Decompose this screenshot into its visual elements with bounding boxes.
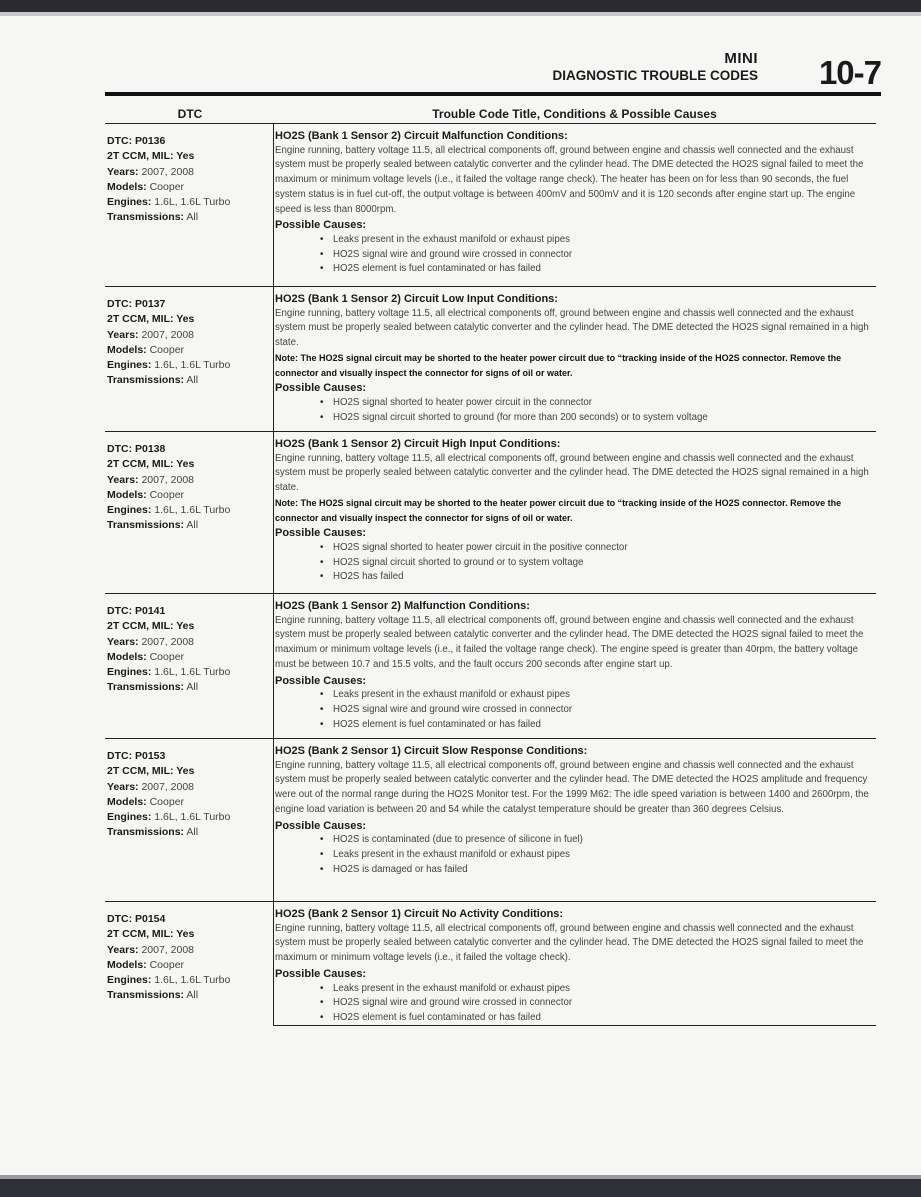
cause-item: • HO2S is contaminated (due to presence of silicone in fuel) — [333, 833, 879, 848]
table-row — [105, 124, 876, 287]
engines-label: Engines: — [107, 359, 152, 372]
transmissions-label: Transmissions: — [107, 989, 185, 1002]
column-header-dtc: DTC — [177, 107, 203, 121]
causes-list — [275, 833, 879, 877]
dtc-code: DTC: P0141 — [107, 605, 166, 617]
dtc-table — [105, 124, 876, 1026]
cause-item: • Leaks present in the exhaust manifold or exhaust pipes — [333, 233, 879, 248]
years-value: 2007, 2008 — [141, 165, 195, 178]
engines-label: Engines: — [107, 196, 152, 209]
engines-value: 1.6L, 1.6L Turbo — [154, 196, 231, 209]
years-label: Years: — [107, 473, 139, 486]
causes-list — [275, 688, 879, 732]
conditions-text: Engine running, battery voltage 11.5, all electrical components off, ground between engine and chassis well connected and the exhaust system must be properly sealed between catalytic converter and the cylinder head. The DME detected the HO2S amplitude and frequency were out of the normal range during the HO2S Monitor test. For the 1999 M62: The idle speed variation is between 1400 and 2600rpm, the engine load variation is between 20 and 54 while the catalyst temperature should be greater than 360 degrees Celsius. — [275, 759, 869, 815]
models-value: Cooper — [149, 180, 185, 193]
code-title: HO2S (Bank 1 Sensor 2) Circuit High Input Conditions: — [275, 438, 561, 450]
transmissions-label: Transmissions: — [107, 211, 185, 224]
code-title: HO2S (Bank 1 Sensor 2) Circuit Malfunction Conditions: — [275, 130, 568, 142]
dtc-description — [275, 744, 879, 877]
column-header-title: Trouble Code Title, Conditions & Possible Causes — [432, 107, 717, 121]
code-title: HO2S (Bank 1 Sensor 2) Malfunction Conditions: — [275, 600, 530, 612]
table-row — [105, 287, 876, 432]
engines-value: 1.6L, 1.6L Turbo — [154, 666, 231, 679]
dtc-info — [107, 297, 270, 389]
models-value: Cooper — [149, 343, 185, 356]
cause-item: • HO2S element is fuel contaminated or has failed — [333, 718, 879, 733]
causes-list — [275, 982, 879, 1026]
dtc-ccm: 2T CCM, MIL: Yes — [107, 313, 195, 326]
years-label: Years: — [107, 328, 139, 341]
transmissions-value: All — [186, 826, 199, 839]
years-value: 2007, 2008 — [141, 473, 195, 486]
page-header — [481, 50, 881, 90]
cause-item: • Leaks present in the exhaust manifold or exhaust pipes — [333, 848, 879, 863]
models-label: Models: — [107, 180, 147, 193]
causes-heading: Possible Causes: — [275, 967, 367, 980]
cause-item: • HO2S signal circuit shorted to ground (for more than 200 seconds) or to system voltage — [333, 411, 879, 426]
dtc-info — [107, 442, 270, 534]
causes-heading: Possible Causes: — [275, 819, 367, 832]
models-label: Models: — [107, 650, 147, 663]
page-number: 10-7 — [818, 54, 881, 91]
years-value: 2007, 2008 — [141, 328, 195, 341]
dtc-ccm: 2T CCM, MIL: Yes — [107, 928, 195, 941]
models-value: Cooper — [149, 958, 185, 971]
engines-label: Engines: — [107, 666, 152, 679]
cause-item: • Leaks present in the exhaust manifold or exhaust pipes — [333, 982, 879, 997]
dtc-info — [107, 134, 270, 226]
cause-item: • HO2S signal wire and ground wire crossed in connector — [333, 996, 879, 1011]
code-title: HO2S (Bank 1 Sensor 2) Circuit Low Input Conditions: — [275, 293, 558, 305]
dtc-description — [275, 907, 879, 1026]
causes-heading: Possible Causes: — [275, 674, 367, 687]
cause-item: • HO2S element is fuel contaminated or has failed — [333, 262, 879, 277]
top-scan-edge — [0, 12, 921, 16]
cause-item: • HO2S is damaged or has failed — [333, 863, 879, 878]
dtc-info — [107, 749, 270, 841]
dtc-info — [107, 604, 270, 696]
dtc-code: DTC: P0154 — [107, 913, 166, 925]
conditions-text: Engine running, battery voltage 11.5, all electrical components off, ground between engine and chassis well connected and the exhaust system must be properly sealed between catalytic converter and the cylinder head. The DME detected the HO2S signal remained in a high state. — [275, 307, 869, 349]
cause-item: • Leaks present in the exhaust manifold or exhaust pipes — [333, 688, 879, 703]
models-value: Cooper — [149, 795, 185, 808]
dtc-code: DTC: P0137 — [107, 298, 166, 310]
dtc-ccm: 2T CCM, MIL: Yes — [107, 150, 195, 163]
causes-heading: Possible Causes: — [275, 219, 367, 232]
dtc-description — [275, 129, 879, 277]
cause-item: • HO2S has failed — [333, 570, 879, 585]
cause-item: • HO2S signal shorted to heater power circuit in the connector — [333, 396, 879, 411]
transmissions-value: All — [186, 374, 199, 387]
dtc-ccm: 2T CCM, MIL: Yes — [107, 620, 195, 633]
years-label: Years: — [107, 943, 139, 956]
conditions-text: Engine running, battery voltage 11.5, all electrical components off, ground between engine and chassis well connected and the exhaust system must be properly sealed between catalytic converter and the cylinder head. The DME detected the HO2S signal failed to meet the maximum or minimum voltage levels (i.e., it failed the voltage range check). The engine speed is greater than 40rpm, the battery voltage must be between 10.7 and 15.5 volts, and the fault occurs 200 seconds after engine start up. — [275, 614, 864, 670]
cause-item: • HO2S element is fuel contaminated or has failed — [333, 1011, 879, 1026]
transmissions-label: Transmissions: — [107, 519, 185, 532]
engines-label: Engines: — [107, 504, 152, 517]
models-label: Models: — [107, 343, 147, 356]
years-label: Years: — [107, 165, 139, 178]
causes-heading: Possible Causes: — [275, 527, 367, 540]
transmissions-label: Transmissions: — [107, 374, 185, 387]
transmissions-value: All — [186, 681, 199, 694]
engines-value: 1.6L, 1.6L Turbo — [154, 359, 231, 372]
dtc-description — [275, 292, 879, 425]
transmissions-label: Transmissions: — [107, 826, 185, 839]
table-row — [105, 739, 876, 902]
cause-item: • HO2S signal wire and ground wire crossed in connector — [333, 703, 879, 718]
transmissions-label: Transmissions: — [107, 681, 185, 694]
header-rule — [105, 92, 881, 96]
dtc-code: DTC: P0136 — [107, 135, 166, 147]
dtc-info — [107, 912, 270, 1004]
years-value: 2007, 2008 — [141, 780, 195, 793]
code-title: HO2S (Bank 2 Sensor 1) Circuit No Activity Conditions: — [275, 908, 564, 920]
years-label: Years: — [107, 780, 139, 793]
table-header — [105, 104, 876, 124]
causes-heading: Possible Causes: — [275, 382, 367, 395]
models-label: Models: — [107, 488, 147, 501]
conditions-text: Engine running, battery voltage 11.5, all electrical components off, ground between engine and chassis well connected and the exhaust system must be properly sealed between catalytic converter and the cylinder head. The DME detected the HO2S signal remained in a high state. — [275, 452, 869, 494]
code-title: HO2S (Bank 2 Sensor 1) Circuit Slow Response Conditions: — [275, 745, 588, 757]
section-title: DIAGNOSTIC TROUBLE CODES — [552, 68, 758, 83]
engines-label: Engines: — [107, 974, 152, 987]
dtc-code: DTC: P0153 — [107, 750, 166, 762]
brand-label: MINI — [724, 50, 758, 67]
transmissions-value: All — [186, 211, 199, 224]
transmissions-value: All — [186, 519, 199, 532]
models-value: Cooper — [149, 650, 185, 663]
cause-item: • HO2S signal wire and ground wire crossed in connector — [333, 248, 879, 263]
dtc-description — [275, 599, 879, 732]
engines-label: Engines: — [107, 811, 152, 824]
cause-item: • HO2S signal shorted to heater power circuit in the positive connector — [333, 541, 879, 556]
dtc-code: DTC: P0138 — [107, 443, 166, 455]
causes-list — [275, 396, 879, 425]
transmissions-value: All — [186, 989, 199, 1002]
dtc-ccm: 2T CCM, MIL: Yes — [107, 765, 195, 778]
years-value: 2007, 2008 — [141, 635, 195, 648]
engines-value: 1.6L, 1.6L Turbo — [154, 811, 231, 824]
note-text: Note: The HO2S signal circuit may be shorted to the heater power circuit due to “tracking inside of the HO2S connector. Remove the connector and visually inspect the connector for signs of oil or water. — [275, 352, 842, 378]
models-value: Cooper — [149, 488, 185, 501]
conditions-text: Engine running, battery voltage 11.5, all electrical components off, ground between engine and chassis well connected and the exhaust system must be properly sealed between catalytic converter and the cylinder head. The DME detected the HO2S signal failed to meet the maximum or minimum voltage levels (i.e., it failed the voltage range check). The heater has been on for less than 90 seconds, the fuel system status is in fuel cut-off, the output voltage is between 400mV and 500mV and it is 120 seconds after engine start up. The engine speed is less than 8000rpm. — [275, 144, 864, 215]
engines-value: 1.6L, 1.6L Turbo — [154, 504, 231, 517]
engines-value: 1.6L, 1.6L Turbo — [154, 974, 231, 987]
dtc-description — [275, 437, 879, 585]
table-row — [105, 594, 876, 739]
conditions-text: Engine running, battery voltage 11.5, all electrical components off, ground between engine and chassis well connected and the exhaust system must be properly sealed between catalytic converter and the cylinder head. The DME detected the HO2S signal failed to meet the maximum or minimum voltage levels (i.e., it failed the voltage check). — [275, 922, 864, 964]
causes-list — [275, 541, 879, 585]
cause-item: • HO2S signal circuit shorted to ground or to system voltage — [333, 556, 879, 571]
note-text: Note: The HO2S signal circuit may be shorted to the heater power circuit due to “tracking inside of the HO2S connector. Remove the connector and visually inspect the connector for signs of oil or water. — [275, 497, 842, 523]
table-row — [105, 432, 876, 594]
dtc-ccm: 2T CCM, MIL: Yes — [107, 458, 195, 471]
causes-list — [275, 233, 879, 277]
years-value: 2007, 2008 — [141, 943, 195, 956]
models-label: Models: — [107, 795, 147, 808]
bottom-scan-bar — [0, 1179, 921, 1197]
years-label: Years: — [107, 635, 139, 648]
table-row — [105, 902, 876, 1026]
models-label: Models: — [107, 958, 147, 971]
top-scan-bar — [0, 0, 921, 12]
